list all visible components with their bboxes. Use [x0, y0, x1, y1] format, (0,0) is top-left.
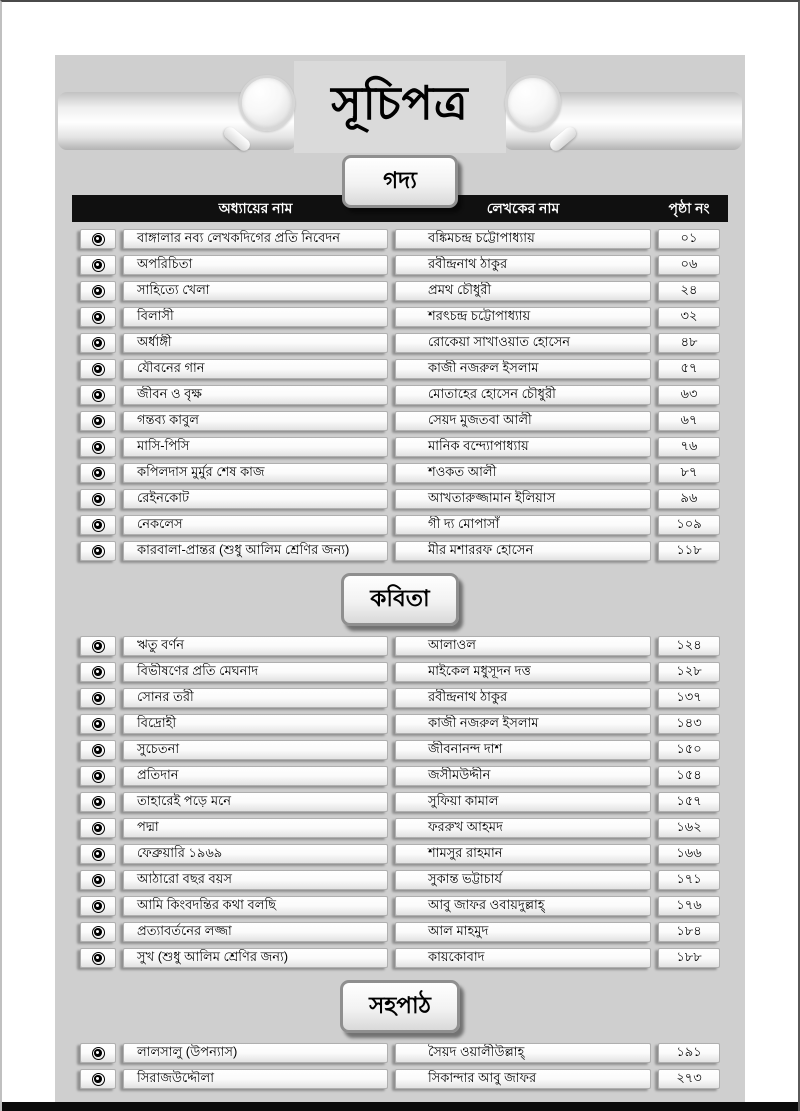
author-name: শরৎচন্দ্র চট্টোপাধ্যায় — [395, 307, 651, 327]
content-panel — [55, 55, 745, 1111]
table-row — [80, 281, 720, 301]
page-number: ১৫৭ — [658, 792, 720, 812]
chapter-name: যৌবনের গান — [123, 359, 388, 379]
bullet-cell — [80, 1069, 116, 1089]
chapter-name: অপরিচিতা — [123, 255, 388, 275]
table-row — [80, 948, 720, 968]
author-name: সেয়দ মুজতবা আলী — [395, 411, 651, 431]
table-row — [80, 662, 720, 682]
target-icon — [92, 389, 105, 402]
target-icon — [92, 952, 105, 965]
toc-section — [55, 573, 745, 968]
chapter-name: বিলাসী — [123, 307, 388, 327]
page-number: ১২৮ — [658, 662, 720, 682]
target-icon — [92, 692, 105, 705]
bullet-cell — [80, 229, 116, 249]
table-row — [80, 636, 720, 656]
author-name: সিকান্দার আবু জাফর — [395, 1069, 651, 1089]
author-name: সুকান্ত ভট্টাচার্য — [395, 870, 651, 890]
header-chapter-name: অধ্যায়ের নাম — [218, 199, 293, 216]
author-name: জসীমউদ্দীন — [395, 766, 651, 786]
table-row — [80, 792, 720, 812]
page-number: ১৫০ — [658, 740, 720, 760]
author-name: আখতারুজ্জামান ইলিয়াস — [395, 489, 651, 509]
bullet-cell — [80, 437, 116, 457]
page-number: ০১ — [658, 229, 720, 249]
bullet-cell — [80, 688, 116, 708]
author-name: মানিক বন্দ্যোপাধ্যায় — [395, 437, 651, 457]
target-icon — [92, 337, 105, 350]
bullet-cell — [80, 792, 116, 812]
table-row — [80, 1043, 720, 1063]
magnifier-lens — [505, 75, 561, 131]
target-icon — [92, 848, 105, 861]
author-name: ফররুখ আহমদ — [395, 818, 651, 838]
table-row — [80, 437, 720, 457]
author-name: রবীন্দ্রনাথ ঠাকুর — [395, 688, 651, 708]
table-row — [80, 489, 720, 509]
table-row — [80, 411, 720, 431]
table-row — [80, 844, 720, 864]
chapter-name: সোনর তরী — [123, 688, 388, 708]
chapter-name: লালসালু (উপন্যাস) — [123, 1043, 388, 1063]
target-icon — [92, 441, 105, 454]
bullet-cell — [80, 281, 116, 301]
author-name: কায়কোবাদ — [395, 948, 651, 968]
bullet-cell — [80, 411, 116, 431]
chapter-name: রেইনকোট — [123, 489, 388, 509]
chapter-name: বাঙ্গালার নব্য লেখকদিগের প্রতি নিবেদন — [123, 229, 388, 249]
table-row — [80, 307, 720, 327]
section-rows — [72, 636, 728, 968]
magnifying-glass-icon — [239, 75, 295, 147]
magnifier-lens — [239, 75, 295, 131]
author-name: প্রমথ চৌধুরী — [395, 281, 651, 301]
bullet-cell — [80, 515, 116, 535]
target-icon — [92, 874, 105, 887]
bullet-cell — [80, 870, 116, 890]
bullet-cell — [80, 662, 116, 682]
page-number: ১২৪ — [658, 636, 720, 656]
page-number: ৭৬ — [658, 437, 720, 457]
target-icon — [92, 285, 105, 298]
author-name: কাজী নজরুল ইসলাম — [395, 714, 651, 734]
chapter-name: নেকলেস — [123, 515, 388, 535]
chapter-name: মাসি-পিসি — [123, 437, 388, 457]
table-row — [80, 463, 720, 483]
bullet-cell — [80, 636, 116, 656]
section-chip-row — [55, 573, 745, 626]
table-row — [80, 714, 720, 734]
target-icon — [92, 415, 105, 428]
bullet-cell — [80, 489, 116, 509]
chapter-name: প্রত্যাবর্তনের লজ্জা — [123, 922, 388, 942]
table-row — [80, 333, 720, 353]
page-number: ২৭৩ — [658, 1069, 720, 1089]
author-name: রবীন্দ্রনাথ ঠাকুর — [395, 255, 651, 275]
bullet-cell — [80, 714, 116, 734]
bottom-border-bar — [2, 1102, 798, 1111]
target-icon — [92, 718, 105, 731]
bullet-cell — [80, 1043, 116, 1063]
chapter-name: সাহিত্যে খেলা — [123, 281, 388, 301]
page-number: ১৬৬ — [658, 844, 720, 864]
header-page-number: পৃষ্ঠা নং — [668, 199, 710, 216]
table-row — [80, 229, 720, 249]
page-number: ১০৯ — [658, 515, 720, 535]
page-number: ১৬২ — [658, 818, 720, 838]
bullet-cell — [80, 844, 116, 864]
target-icon — [92, 467, 105, 480]
table-row — [80, 688, 720, 708]
bullet-cell — [80, 948, 116, 968]
chapter-name: কারবালা-প্রান্তর (শুধু আলিম শ্রেণির জন্য) — [123, 541, 388, 561]
author-name: জীবনানন্দ দাশ — [395, 740, 651, 760]
author-name: সৈয়দ ওয়ালীউল্লাহ্ — [395, 1043, 651, 1063]
target-icon — [92, 640, 105, 653]
chapter-name: বিভীষণের প্রতি মেঘনাদ — [123, 662, 388, 682]
toc-section — [55, 980, 745, 1089]
author-name: মীর মশাররফ হোসেন — [395, 541, 651, 561]
bullet-cell — [80, 333, 116, 353]
table-row — [80, 896, 720, 916]
page-number: ১৪৩ — [658, 714, 720, 734]
bullet-cell — [80, 255, 116, 275]
author-name: শওকত আলী — [395, 463, 651, 483]
bullet-cell — [80, 818, 116, 838]
section-label: সহপাঠ — [340, 980, 460, 1033]
bullet-cell — [80, 463, 116, 483]
target-icon — [92, 1047, 105, 1060]
chapter-name: ফেব্রুয়ারি ১৯৬৯ — [123, 844, 388, 864]
page-number: ১১৮ — [658, 541, 720, 561]
bullet-cell — [80, 307, 116, 327]
table-row — [80, 870, 720, 890]
chapter-name: জীবন ও বৃক্ষ — [123, 385, 388, 405]
chapter-name: কপিলদাস মুর্মুর শেষ কাজ — [123, 463, 388, 483]
table-row — [80, 255, 720, 275]
page-number: ৬৩ — [658, 385, 720, 405]
target-icon — [92, 493, 105, 506]
target-icon — [92, 259, 105, 272]
author-name: মোতাহের হোসেন চৌধুরী — [395, 385, 651, 405]
author-name: সুফিয়া কামাল — [395, 792, 651, 812]
page-number: ১৮৮ — [658, 948, 720, 968]
bullet-cell — [80, 922, 116, 942]
table-row — [80, 922, 720, 942]
author-name: কাজী নজরুল ইসলাম — [395, 359, 651, 379]
chapter-name: সুখ (শুধু আলিম শ্রেণির জন্য) — [123, 948, 388, 968]
table-row — [80, 515, 720, 535]
author-name: মাইকেল মধুসূদন দত্ত — [395, 662, 651, 682]
section-chip-row — [55, 155, 745, 208]
target-icon — [92, 666, 105, 679]
page-number: ৩২ — [658, 307, 720, 327]
target-icon — [92, 519, 105, 532]
target-icon — [92, 796, 105, 809]
author-name: আলাওল — [395, 636, 651, 656]
section-label: কবিতা — [341, 573, 458, 626]
toc-sections — [55, 155, 745, 1089]
page-number: ১৮৪ — [658, 922, 720, 942]
chapter-name: অর্ধাঙ্গী — [123, 333, 388, 353]
chapter-name: তাহারেই পড়ে মনে — [123, 792, 388, 812]
chapter-name: সুচেতনা — [123, 740, 388, 760]
target-icon — [92, 363, 105, 376]
page-title: সূচিপত্র — [294, 61, 506, 153]
page-number: ১৫৪ — [658, 766, 720, 786]
chapter-name: আঠারো বছর বয়স — [123, 870, 388, 890]
chapter-name: সিরাজউদ্দৌলা — [123, 1069, 388, 1089]
bullet-cell — [80, 766, 116, 786]
author-name: রোকেয়া সাখাওয়াত হোসেন — [395, 333, 651, 353]
page-number: ৬৭ — [658, 411, 720, 431]
bullet-cell — [80, 385, 116, 405]
page-number: ১৭৬ — [658, 896, 720, 916]
toc-section — [55, 155, 745, 561]
chapter-name: আমি কিংবদন্তির কথা বলছি — [123, 896, 388, 916]
chapter-name: প্রতিদান — [123, 766, 388, 786]
table-row — [80, 1069, 720, 1089]
author-name: আবু জাফর ওবায়দুল্লাহ্ — [395, 896, 651, 916]
target-icon — [92, 311, 105, 324]
table-row — [80, 385, 720, 405]
page-number: ১৯১ — [658, 1043, 720, 1063]
table-row — [80, 766, 720, 786]
target-icon — [92, 822, 105, 835]
title-banner — [55, 55, 745, 153]
magnifying-glass-icon — [505, 75, 561, 147]
table-row — [80, 359, 720, 379]
page-number: ২৪ — [658, 281, 720, 301]
target-icon — [92, 233, 105, 246]
bullet-cell — [80, 740, 116, 760]
page-number: ১৩৭ — [658, 688, 720, 708]
author-name: গী দ্য মোপাসাঁ — [395, 515, 651, 535]
chapter-name: গন্তব্য কাবুল — [123, 411, 388, 431]
section-chip-row — [55, 980, 745, 1033]
bullet-cell — [80, 359, 116, 379]
target-icon — [92, 926, 105, 939]
target-icon — [92, 900, 105, 913]
chapter-name: ঋতু বর্ণন — [123, 636, 388, 656]
page-number: ০৬ — [658, 255, 720, 275]
page-number: ৯৬ — [658, 489, 720, 509]
table-row — [80, 818, 720, 838]
page-number: ৫৭ — [658, 359, 720, 379]
table-row — [80, 541, 720, 561]
author-name: শামসুর রাহমান — [395, 844, 651, 864]
section-rows — [72, 229, 728, 561]
page-number: ১৭১ — [658, 870, 720, 890]
target-icon — [92, 744, 105, 757]
author-name: আল মাহমুদ — [395, 922, 651, 942]
target-icon — [92, 770, 105, 783]
page-number: ৪৮ — [658, 333, 720, 353]
section-label: গদ্য — [342, 155, 458, 208]
page-number: ৮৭ — [658, 463, 720, 483]
target-icon — [92, 545, 105, 558]
target-icon — [92, 1073, 105, 1086]
chapter-name: বিদ্রোহী — [123, 714, 388, 734]
section-rows — [72, 1043, 728, 1089]
table-row — [80, 740, 720, 760]
author-name: বঙ্কিমচন্দ্র চট্টোপাধ্যায় — [395, 229, 651, 249]
bullet-cell — [80, 541, 116, 561]
chapter-name: পদ্মা — [123, 818, 388, 838]
header-author-name: লেখকের নাম — [486, 199, 560, 216]
bullet-cell — [80, 896, 116, 916]
